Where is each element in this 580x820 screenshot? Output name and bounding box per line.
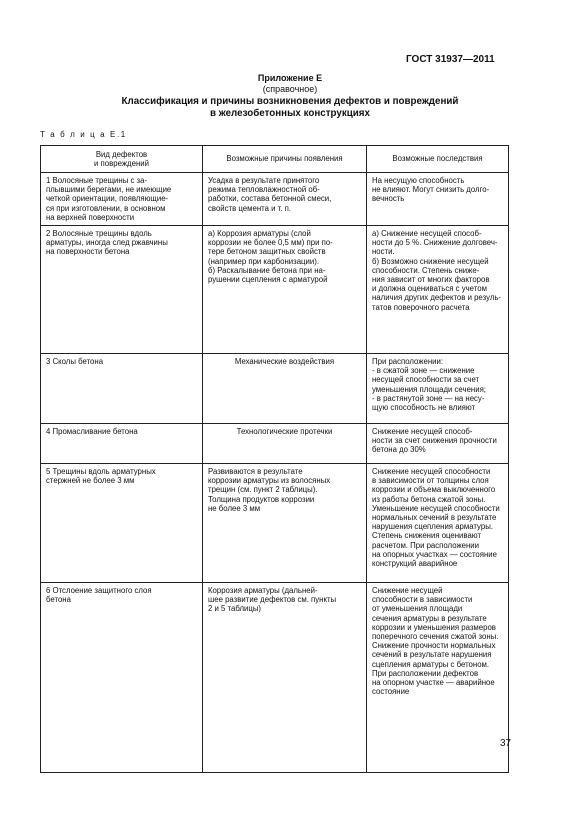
appendix-title: Приложение Е bbox=[257, 73, 323, 83]
table-header-row bbox=[41, 146, 509, 173]
appendix-heading-line1: Классификация и причины возникновения дефектов и повреждений bbox=[121, 96, 459, 107]
defects-table bbox=[40, 145, 512, 773]
table-row bbox=[41, 354, 509, 424]
table-label: Т а б л и ц а Е.1 bbox=[40, 130, 127, 139]
cell-cause: Усадка в результате принятого режима тепловлажностной об- работки, состава бетонной смеси, свойств цемента и т. п. bbox=[203, 173, 367, 226]
cell-effect: При расположении: - в сжатой зоне — снижение несущей способности за счет уменьшения площади сечения; - в растянутой зоне — на несу- щую способность не влияют bbox=[367, 354, 509, 424]
header-cause: Возможные причины появления bbox=[203, 146, 367, 173]
table-row bbox=[41, 173, 509, 226]
cell-cause: а) Коррозия арматуры (слой коррозии не более 0,5 мм) при по- тере бетоном защитных свойств (например при карбонизации). б) Раскалывание бетона при на- рушении сцепления с арматурой bbox=[203, 226, 367, 354]
cell-cause: Развиваются в результате коррозии арматуры из волосяных трещин (см. пункт 2 таблицы). Толщина продуктов коррозии не более 3 мм bbox=[203, 464, 367, 583]
appendix-heading bbox=[0, 96, 580, 120]
cell-defect: 4 Промасливание бетона bbox=[41, 424, 203, 464]
page-number: 37 bbox=[500, 738, 512, 749]
header-defect: Вид дефектов и повреждений bbox=[41, 146, 203, 173]
standard-code: ГОСТ 31937—2011 bbox=[406, 54, 495, 65]
cell-effect: Снижение несущей способ- ности за счет снижения прочности бетона до 30% bbox=[367, 424, 509, 464]
appendix-heading-line2: в железобетонных конструкциях bbox=[210, 108, 370, 119]
cell-effect: Снижение несущей способности в зависимости от толщины слоя коррозии и объема выключенного из работы бетона сжатой зоны. Уменьшение несущей способности нормальных сечений в результате нарушения сцепления арматуры. Степень снижения оценивают расчетом. При расположении на опорных участках — состояние конструкций аварийное bbox=[367, 464, 509, 583]
appendix-note: (справочное) bbox=[262, 84, 318, 94]
cell-defect: 6 Отслоение защитного слоя бетона bbox=[41, 583, 203, 773]
cell-defect: 3 Сколы бетона bbox=[41, 354, 203, 424]
cell-effect: На несущую способность не влияют. Могут снизить долго- вечность bbox=[367, 173, 509, 226]
cell-effect: а) Снижение несущей способ- ности до 5 %. Снижение долговеч- ности. б) Возможно снижение несущей способности. Степень сниже- ния зависит от многих факторов и должна оцениваться с учетом наличия других дефектов и резуль- татов поверочного расчета bbox=[367, 226, 509, 354]
table-row bbox=[41, 226, 509, 354]
cell-effect: Снижение несущей способности в зависимости от уменьшения площади сечения арматуры в результате коррозии и уменьшения размеров поперечного сечения сжатой зоны. Снижение прочности нормальных сечений в результате нарушения сцепления арматуры с бетоном. При расположении дефектов на опорном участке — аварийное состояние bbox=[367, 583, 509, 773]
cell-defect: 2 Волосяные трещины вдоль арматуры, иногда след ржавчины на поверхности бетона bbox=[41, 226, 203, 354]
cell-cause: Коррозия арматуры (дальней- шее развитие дефектов см. пункты 2 и 5 таблицы) bbox=[203, 583, 367, 773]
cell-defect: 5 Трещины вдоль арматурных стержней не более 3 мм bbox=[41, 464, 203, 583]
table-row bbox=[41, 583, 509, 773]
table-row bbox=[41, 424, 509, 464]
cell-defect: 1 Волосяные трещины с за- плывшими берегами, не имеющие четкой ориентации, появляющие- ся при изготовлении, в основном на верхней поверхности bbox=[41, 173, 203, 226]
cell-cause: Механические воздействия bbox=[203, 354, 367, 424]
table-row bbox=[41, 464, 509, 583]
header-effect: Возможные последствия bbox=[367, 146, 509, 173]
cell-cause: Технологические протечки bbox=[203, 424, 367, 464]
